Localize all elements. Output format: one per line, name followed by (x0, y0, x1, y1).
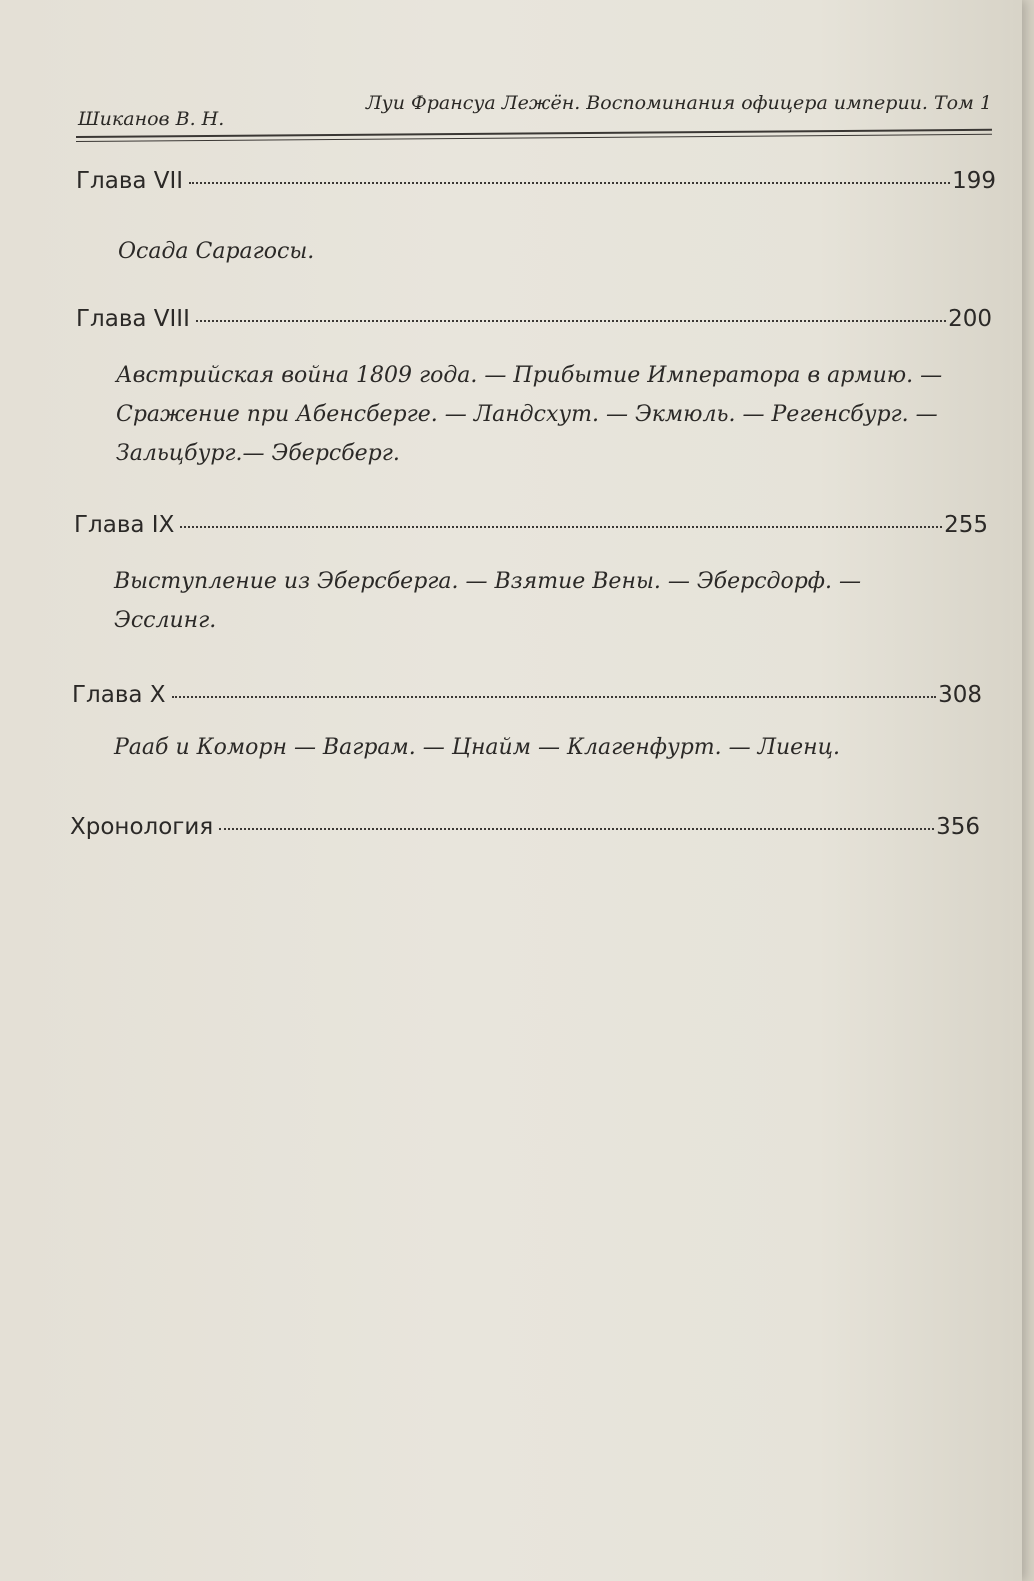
description-line: Осада Сарагосы. (118, 239, 315, 264)
toc-entry-label: Глава VIII (76, 306, 190, 332)
toc-entry-chapter-10[interactable] (72, 682, 982, 708)
toc-entry-page: 255 (944, 512, 988, 538)
toc-entry-label: Глава X (72, 682, 166, 708)
toc-entry-page: 356 (936, 814, 980, 840)
toc-entry-description (118, 232, 314, 271)
description-line: Зальцбург.— Эберсберг. (116, 441, 400, 466)
toc-entry-chapter-7[interactable] (76, 168, 996, 194)
description-line: Сражение при Абенсберге. — Ландсхут. — Экмюль. — Регенсбург. — (116, 402, 938, 427)
toc-entry-description (114, 562, 861, 640)
book-title: Луи Франсуа Лежён. Воспоминания офицера империи. Том 1 (365, 92, 992, 114)
toc-entry-page: 199 (952, 168, 996, 194)
description-line: Австрийская война 1809 года. — Прибытие Императора в армию. — (116, 363, 943, 388)
running-head (78, 88, 992, 130)
toc-entry-label: Глава IX (74, 512, 175, 538)
author-name: Шиканов В. Н. (78, 108, 225, 130)
toc-entry-page: 308 (938, 682, 982, 708)
toc-entry-chronology[interactable] (70, 814, 980, 840)
dot-leader (172, 696, 937, 698)
toc-entry-page: 200 (948, 306, 992, 332)
toc-entry-label: Хронология (70, 814, 214, 840)
dot-leader (196, 320, 946, 322)
toc-entry-chapter-9[interactable] (74, 512, 988, 538)
dot-leader (189, 182, 950, 184)
dot-leader (180, 526, 942, 528)
toc-entry-description (116, 356, 942, 473)
toc-entry-description (114, 728, 840, 767)
toc-entry-label: Глава VII (76, 168, 184, 194)
toc-entry-chapter-8[interactable] (76, 306, 992, 332)
description-line: Рааб и Коморн — Ваграм. — Цнайм — Клагенфурт. — Лиенц. (114, 735, 841, 760)
description-line: Эсслинг. (114, 608, 217, 633)
description-line: Выступление из Эберсберга. — Взятие Вены. — Эберсдорф. — (114, 569, 862, 594)
dot-leader (219, 828, 934, 830)
